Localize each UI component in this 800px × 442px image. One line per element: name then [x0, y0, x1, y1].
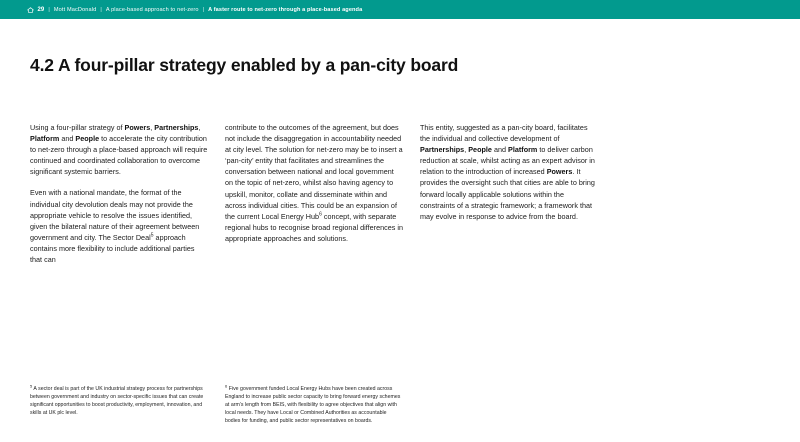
pillar-keyword: People	[468, 145, 492, 155]
home-icon[interactable]	[27, 7, 34, 13]
breadcrumb-separator-1: |	[48, 6, 50, 13]
page-number: 29	[37, 6, 45, 13]
text-run: ,	[464, 145, 469, 155]
text-column-3	[420, 122, 598, 265]
breadcrumb-item-report[interactable]: A place-based approach to net-zero	[105, 6, 199, 13]
text-run: ,	[150, 123, 155, 132]
paragraph	[30, 187, 208, 265]
breadcrumb-item-current: A faster route to net-zero through a place-based agenda	[208, 6, 363, 13]
text-run: to deliver carbon reduction at scale, whilst acting as an expert advisor in relation to the introduction of increased	[420, 145, 595, 177]
text-run: approach contains more flexibility to include additional parties that can	[30, 232, 195, 265]
text-run: ,	[198, 123, 201, 132]
text-run: Even with a national mandate, the format of the individual city devolution deals may not provide the appropriate vehicle to resolve the issues identified, given the bilateral nature of their agreement between government and city. The Sector Deal	[30, 188, 200, 242]
text-run: This entity, suggested as a pan-city board, facilitates the individual and collective development of	[420, 123, 588, 144]
footnote-1	[30, 385, 208, 425]
pillar-keyword: People	[75, 134, 100, 144]
pillar-keyword: Platform	[30, 134, 60, 144]
footnote-marker: 5	[150, 232, 154, 239]
footnote-marker: 5	[30, 383, 33, 389]
text-run: and	[491, 145, 509, 155]
pillar-keyword: Powers	[124, 123, 151, 132]
text-run: and	[59, 134, 76, 144]
breadcrumb-item-publisher[interactable]: Mott MacDonald	[53, 6, 97, 13]
paragraph	[30, 122, 208, 177]
body-columns	[30, 122, 770, 265]
footnotes	[30, 385, 770, 425]
pillar-keyword: Partnerships	[420, 145, 465, 155]
breadcrumb-bar	[0, 0, 800, 19]
paragraph	[420, 122, 598, 222]
text-column-1	[30, 122, 208, 265]
text-run: to accelerate the city contribution to net-zero through a place-based approach will require continued and coordinated collaboration to overcome significant systemic barriers.	[30, 134, 208, 177]
page-title: 4.2 A four-pillar strategy enabled by a pan-city board	[30, 55, 459, 75]
footnote-text: A sector deal is part of the UK industrial strategy process for partnerships between government and industry on sector-specific issues that can create significant opportunities to boost productivity, employment, innovation, and skills at UK plc level.	[30, 386, 204, 417]
pillar-keyword: Partnerships	[154, 123, 199, 132]
paragraph	[225, 122, 403, 244]
text-run: . It provides the oversight such that cities are able to bring forward locally applicable solutions within the constraints of a strategic framework; a framework that may evolve in response to advice from the board.	[420, 167, 595, 221]
footnote-2	[225, 385, 403, 425]
text-column-2	[225, 122, 403, 265]
footnote-marker: 6	[319, 211, 322, 218]
footnote-text: Five government funded Local Energy Hubs have been created across England to increase public sector capacity to bring forward energy schemes at arm’s length from BEIS, with flexibility to agree objectives that align with local needs. They have Local or Combined Authorities as accountable bodies for funding, and public sector representatives on boards.	[225, 386, 401, 425]
text-run: contribute to the outcomes of the agreement, but does not include the disaggregation in accountability needed at city level. The solution for net-zero may be to insert a ‘pan-city’ entity that facilitates and streamlines the conversation between national and local government on the topic of net-zero, whilst also having agency to upskill, monitor, collate and disseminate within and across individual cities. This could be an expansion of the current Local Energy Hub	[225, 123, 403, 221]
breadcrumb-separator-2: |	[100, 6, 102, 13]
text-run: Using a four-pillar strategy of	[30, 123, 125, 132]
text-run: concept, with separate regional hubs to recognise broad regional differences in appropriate approaches and solutions.	[225, 211, 403, 243]
pillar-keyword: Powers	[546, 167, 573, 177]
footnote-marker: 6	[225, 383, 228, 389]
breadcrumb-separator-3: |	[202, 6, 205, 13]
pillar-keyword: Platform	[508, 145, 538, 155]
